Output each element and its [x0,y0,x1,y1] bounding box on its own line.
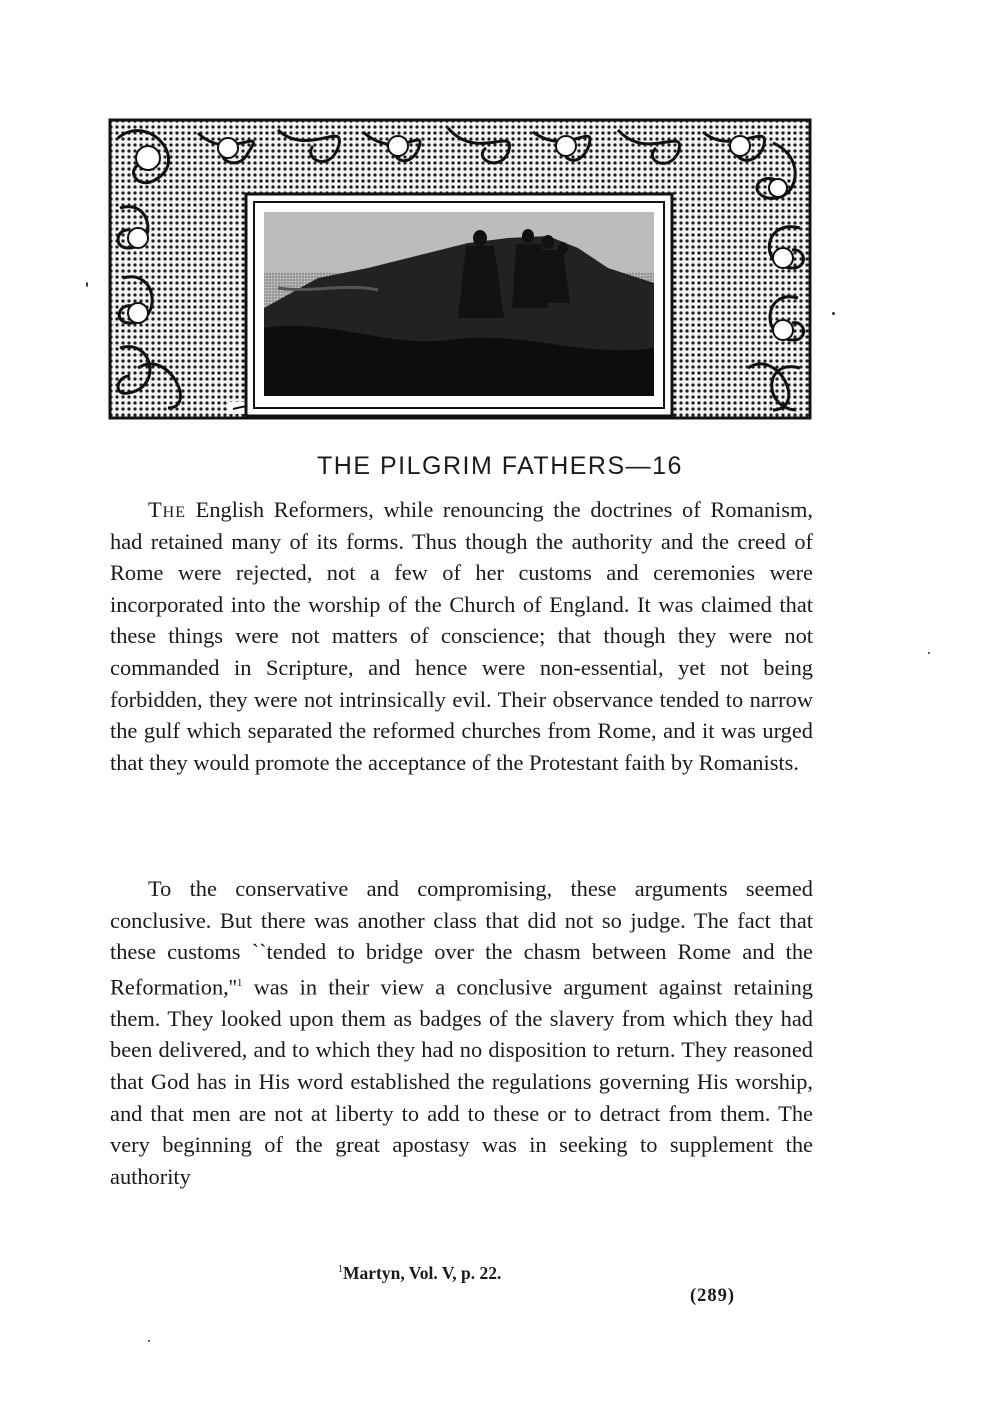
print-speck [148,1340,150,1342]
ornamental-header-illustration [108,118,812,420]
footnote [338,1263,501,1284]
body-paragraph-2 [110,873,813,1192]
footnote-text: Martyn, Vol. V, p. 22. [343,1263,502,1283]
paragraph-1-text: English Reformers, while renouncing the doctrines of Romanism, had retained many of its forms. Thus though the authority and the creed of Rome were rejected, not a few of her customs and ceremonies were incorporated into the worship of the Church of England. It was claimed that these things were not matters of conscience; that though they were not commanded in Scripture, and hence were non-essential, yet not being forbidden, they were not intrinsically evil. Their observance tended to narrow the gulf which separated the reformed churches from Rome, and it was urged that they would promote the acceptance of the Protestant faith by Romanists. [110,497,813,775]
paragraph-2-text-before-ref: To the conservative and compromising, these arguments seemed conclusive. But there was another class that did not so judge. The fact that these customs ``tended to bridge over the chasm between Rome and the Reformation,'' [110,876,813,1000]
body-paragraph-1 [110,494,813,778]
footnote-reference-mark: 1 [236,976,243,989]
print-speck [928,652,930,654]
chapter-title: THE PILGRIM FATHERS—16 [317,452,683,480]
page-number: (289) [690,1286,736,1306]
print-speck [832,312,835,315]
footnote-mark: 1 [338,1264,343,1276]
print-speck [86,282,88,287]
paragraph-2-text-after-ref: was in their view a conclusive argument against retaining them. They looked upon them as badges of the slavery from which they had been delivered, and to which they had no disposition to return. They reasoned that God has in His word established the regulations governing His worship, and that men are not at liberty to add to these or to detract from them. The very beginning of the great apostasy was in seeking to supplement the authority [110,974,813,1189]
paragraph-lead-word: The [148,497,187,522]
